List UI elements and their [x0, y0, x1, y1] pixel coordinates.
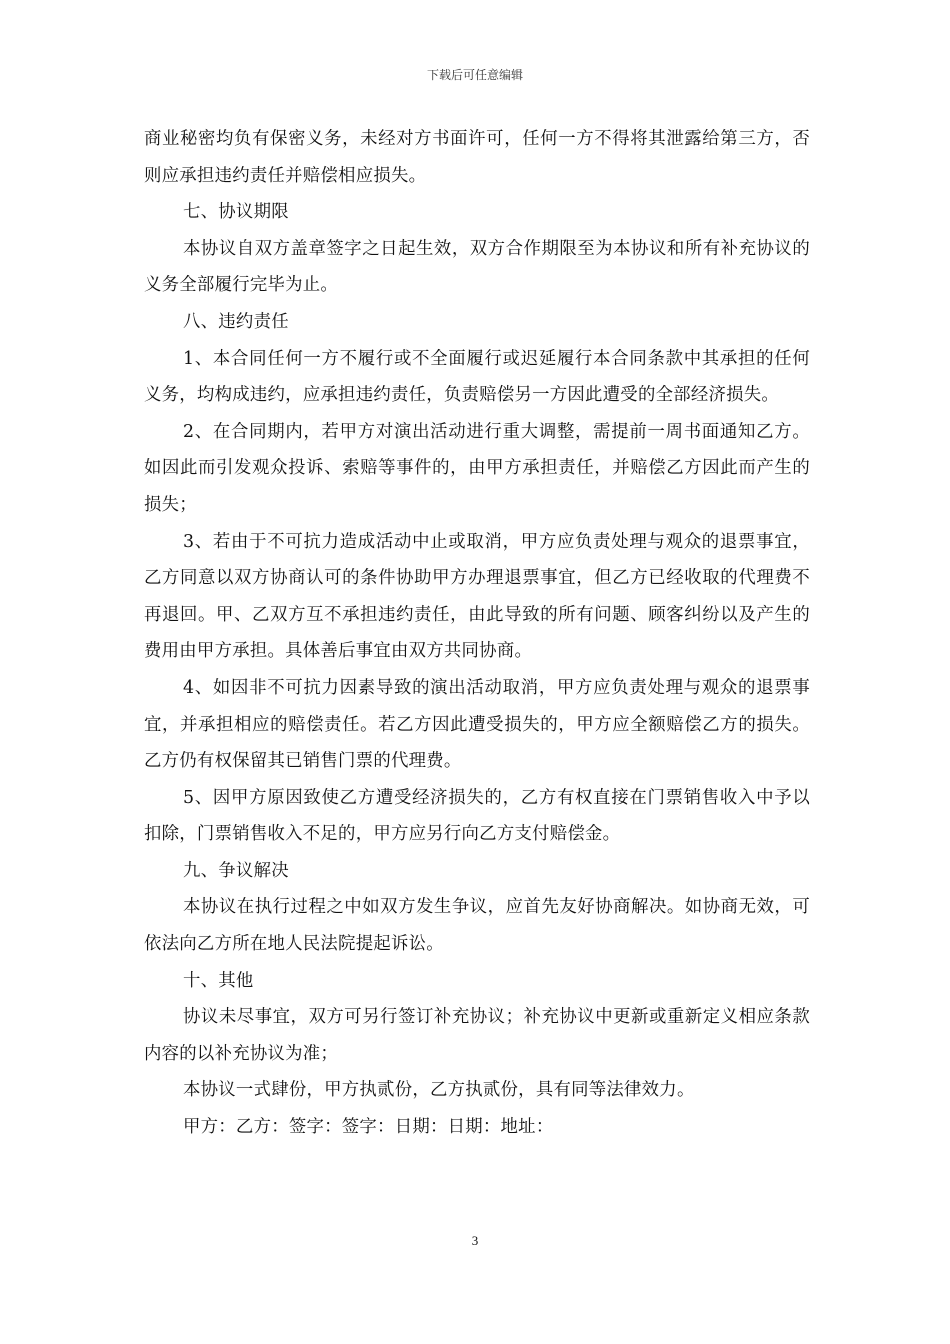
- paragraph: 本协议自双方盖章签字之日起生效，双方合作期限至为本协议和所有补充协议的义务全部履行完毕为止。: [144, 238, 810, 296]
- clause-item: 3、若由于不可抗力造成活动中止或取消，甲方应负责处理与观众的退票事宜，乙方同意以双方协商认可的条件协助甲方办理退票事宜，但乙方已经收取的代理费不再退回。甲、乙双方互不承担违约责任，由此导致的所有问题、顾客纠纷以及产生的费用由甲方承担。具体善后事宜由双方共同协商。: [144, 531, 810, 662]
- clause-item: 1、本合同任何一方不履行或不全面履行或迟延履行本合同条款中其承担的任何义务，均构成违约，应承担违约责任，负责赔偿另一方因此遭受的全部经济损失。: [144, 348, 810, 406]
- clause-item: 5、因甲方原因致使乙方遭受经济损失的，乙方有权直接在门票销售收入中予以扣除，门票销售收入不足的，甲方应另行向乙方支付赔偿金。: [144, 787, 810, 845]
- signature-line: 甲方：乙方：签字：签字：日期：日期：地址：: [183, 1117, 554, 1138]
- paragraph: 协议未尽事宜，双方可另行签订补充协议；补充协议中更新或重新定义相应条款内容的以补充协议为准；: [144, 1007, 810, 1064]
- section-heading: 十、其他: [183, 970, 254, 991]
- section-heading: 九、争议解决: [183, 860, 289, 881]
- paragraph: 本协议在执行过程之中如双方发生争议，应首先友好协商解决。如协商无效，可依法向乙方所在地人民法院提起诉讼。: [144, 897, 810, 955]
- document-body: [144, 121, 810, 1146]
- section-heading: 七、协议期限: [183, 202, 289, 223]
- section-heading: 八、违约责任: [183, 311, 289, 332]
- page-header: 下载后可任意编辑: [426, 68, 523, 82]
- clause-item: 2、在合同期内，若甲方对演出活动进行重大调整，需提前一周书面通知乙方。如因此而引发观众投诉、索赔等事件的，由甲方承担责任，并赔偿乙方因此而产生的损失；: [144, 421, 810, 515]
- paragraph: 本协议一式肆份，甲方执贰份，乙方执贰份，具有同等法律效力。: [183, 1080, 695, 1101]
- clause-item: 4、如因非不可抗力因素导致的演出活动取消，甲方应负责处理与观众的退票事宜，并承担相应的赔偿责任。若乙方因此遭受损失的，甲方应全额赔偿乙方的损失。乙方仍有权保留其已销售门票的代理费。: [144, 677, 810, 772]
- paragraph: 商业秘密均负有保密义务，未经对方书面许可，任何一方不得将其泄露给第三方，否则应承担违约责任并赔偿相应损失。: [144, 129, 810, 186]
- page-number: 3: [471, 1233, 479, 1248]
